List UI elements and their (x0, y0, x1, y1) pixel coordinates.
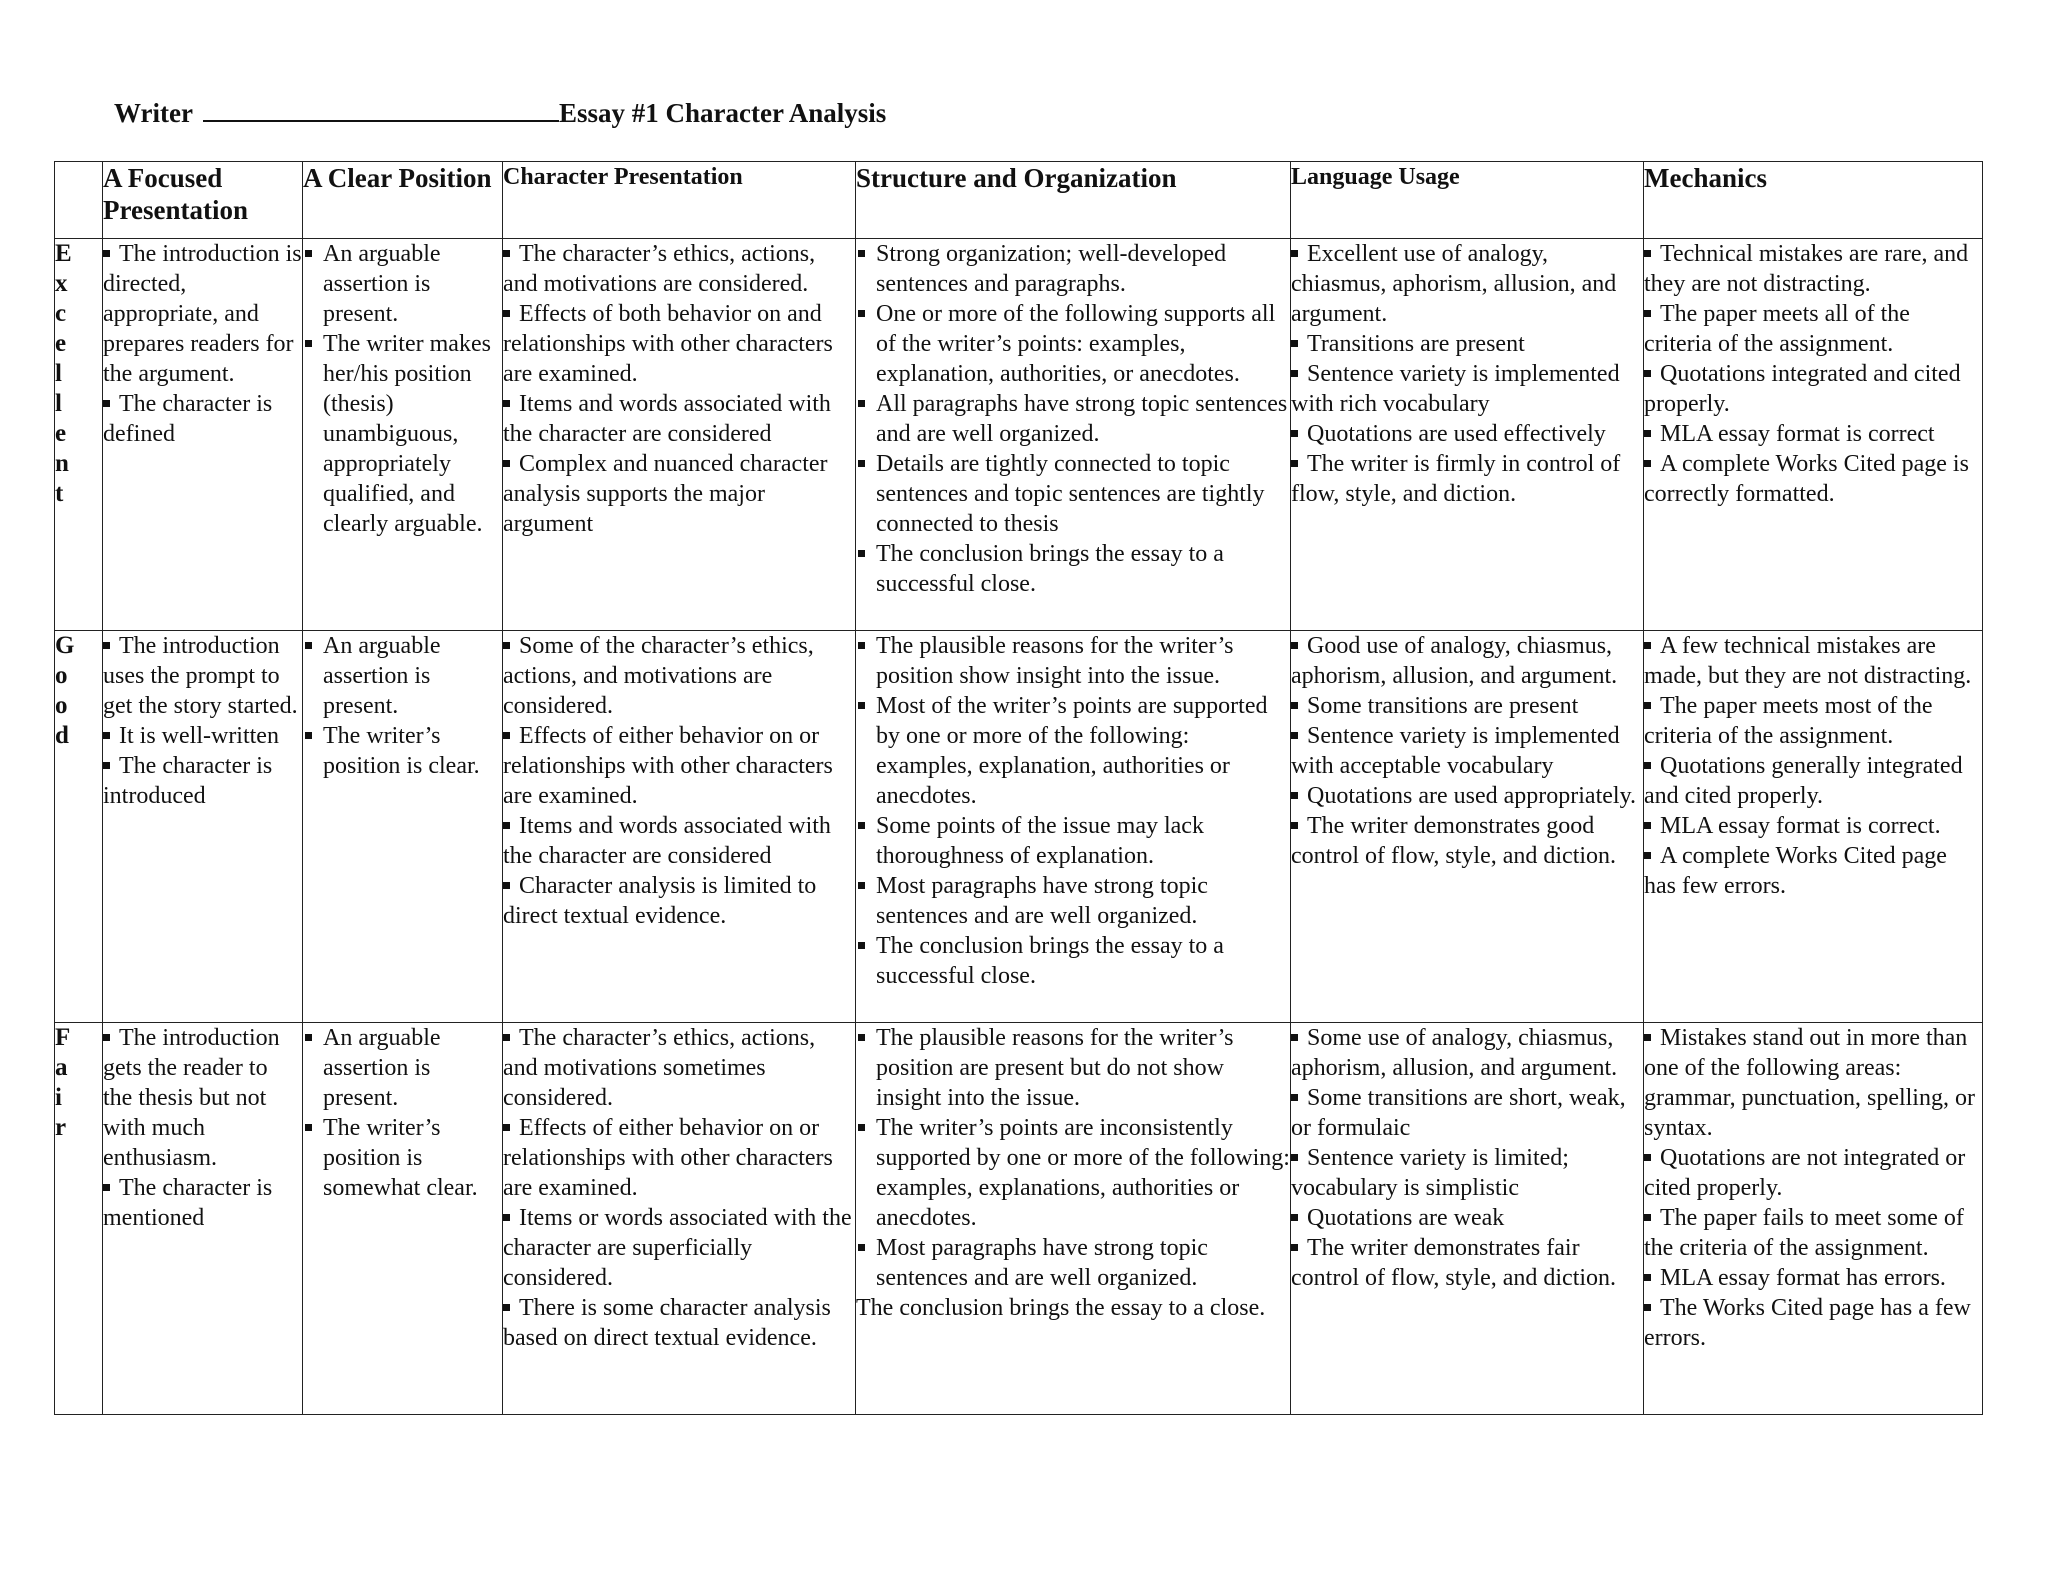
criteria-item (1644, 1143, 1982, 1203)
criteria-text: Items and words associated with the character are considered (503, 391, 831, 447)
criteria-item (1291, 1083, 1643, 1143)
criteria-text: The character is mentioned (103, 1175, 273, 1231)
criteria-text: A complete Works Cited page has few errors. (1644, 843, 1947, 899)
criteria-text: The writer makes her/his position (thesis) unambiguous, appropriately qualified, and clearly arguable. (323, 331, 491, 537)
bullet-icon (305, 642, 312, 649)
criteria-item (856, 1233, 1290, 1293)
criteria-text: Items and words associated with the character are considered (503, 813, 831, 869)
criteria-item (1291, 781, 1643, 811)
rating-letter: F (55, 1024, 71, 1051)
criteria-list (503, 631, 855, 931)
rubric-cell (503, 631, 856, 1023)
criteria-item (856, 1293, 1290, 1323)
column-header: Character Presentation (503, 162, 856, 239)
criteria-item (1291, 721, 1643, 781)
criteria-text: All paragraphs have strong topic sentences and are well organized. (876, 391, 1288, 447)
rating-letter: n (55, 450, 69, 477)
criteria-text: The writer’s position is clear. (323, 723, 480, 779)
rubric-cell (303, 1023, 503, 1415)
criteria-text: An arguable assertion is present. (323, 241, 441, 327)
criteria-item (503, 1023, 855, 1113)
criteria-item (1644, 359, 1982, 419)
bullet-icon (1291, 430, 1298, 437)
bullet-icon (858, 882, 865, 889)
bullet-icon (1644, 1214, 1651, 1221)
criteria-text: The conclusion brings the essay to a successful close. (876, 541, 1224, 597)
criteria-item (856, 1113, 1290, 1233)
essay-title: Essay #1 Character Analysis (558, 98, 887, 128)
rubric-cell (1644, 1023, 1983, 1415)
criteria-item (1644, 1203, 1982, 1263)
criteria-text: Quotations generally integrated and cited properly. (1644, 753, 1963, 809)
column-header: Language Usage (1291, 162, 1644, 239)
bullet-icon (1291, 1094, 1298, 1101)
criteria-list (103, 631, 302, 811)
bullet-icon (103, 762, 110, 769)
criteria-text: Most paragraphs have strong topic sentences and are well organized. (876, 873, 1208, 929)
bullet-icon (1291, 340, 1298, 347)
criteria-text: Items or words associated with the character are superficially considered. (503, 1205, 852, 1291)
rubric-cell (856, 631, 1291, 1023)
criteria-item (1291, 1203, 1643, 1233)
rubric-cell (103, 239, 303, 631)
bullet-icon (503, 1214, 510, 1221)
criteria-item (1644, 1023, 1982, 1143)
criteria-text: It is well-written (119, 723, 279, 749)
rating-letter: e (55, 420, 67, 447)
criteria-text: The writer’s points are inconsistently supported by one or more of the following: examples, explanations, authorities or anecdotes. (876, 1115, 1290, 1231)
criteria-item (303, 721, 502, 781)
bullet-icon (103, 400, 110, 407)
bullet-icon (1644, 250, 1651, 257)
header-row (55, 162, 1983, 239)
criteria-item (503, 721, 855, 811)
criteria-text: Some of the character’s ethics, actions, and motivations are considered. (503, 633, 814, 719)
criteria-text: Quotations integrated and cited properly. (1644, 361, 1961, 417)
bullet-icon (103, 1034, 110, 1041)
criteria-list (503, 1023, 855, 1353)
criteria-text: Technical mistakes are rare, and they are not distracting. (1644, 241, 1969, 297)
criteria-item (1644, 1263, 1982, 1293)
rubric-cell (1291, 239, 1644, 631)
bullet-icon (503, 822, 510, 829)
criteria-item (303, 631, 502, 721)
writer-name-line[interactable] (203, 94, 559, 122)
rating-label (55, 239, 103, 631)
rubric-row-good (55, 631, 1983, 1023)
criteria-text: Excellent use of analogy, chiasmus, aphorism, allusion, and argument. (1291, 241, 1617, 327)
criteria-text: The writer’s position is somewhat clear. (323, 1115, 478, 1201)
rubric-cell (303, 239, 503, 631)
rubric-row-fair (55, 1023, 1983, 1415)
bullet-icon (305, 1034, 312, 1041)
rating-letter: E (55, 240, 72, 267)
bullet-icon (1644, 702, 1651, 709)
criteria-text: The introduction gets the reader to the thesis but not with much enthusiasm. (103, 1025, 280, 1171)
bullet-icon (1644, 1304, 1651, 1311)
criteria-list (1644, 631, 1982, 901)
bullet-icon (1644, 762, 1651, 769)
criteria-text: The conclusion brings the essay to a successful close. (876, 933, 1224, 989)
criteria-item (503, 1293, 855, 1353)
criteria-list (856, 239, 1290, 599)
criteria-item (1291, 631, 1643, 691)
rubric-cell (103, 1023, 303, 1415)
criteria-item (856, 299, 1290, 389)
criteria-list (1291, 631, 1643, 871)
criteria-text: Most paragraphs have strong topic sentences and are well organized. (876, 1235, 1208, 1291)
criteria-text: Some transitions are short, weak, or formulaic (1291, 1085, 1626, 1141)
criteria-item (1291, 1233, 1643, 1293)
criteria-text: Transitions are present (1307, 331, 1525, 357)
writer-label: Writer (114, 98, 193, 128)
rating-letter: l (55, 360, 62, 387)
rating-letter: a (55, 1054, 68, 1081)
criteria-item (1644, 691, 1982, 751)
bullet-icon (858, 400, 865, 407)
criteria-item (503, 239, 855, 299)
rating-letter: i (55, 1084, 62, 1111)
column-header: A Clear Position (303, 162, 503, 239)
bullet-icon (858, 250, 865, 257)
criteria-item (1291, 359, 1643, 419)
bullet-icon (503, 1034, 510, 1041)
criteria-text: Effects of either behavior on or relationships with other characters are examined. (503, 1115, 833, 1201)
bullet-icon (858, 822, 865, 829)
bullet-icon (1291, 1214, 1298, 1221)
rating-letter: e (55, 330, 67, 357)
criteria-item (103, 1023, 302, 1173)
criteria-item (303, 1023, 502, 1113)
bullet-icon (1644, 642, 1651, 649)
criteria-item (1644, 299, 1982, 359)
criteria-text: Some use of analogy, chiasmus, aphorism, allusion, and argument. (1291, 1025, 1618, 1081)
bullet-icon (503, 460, 510, 467)
criteria-list (1291, 239, 1643, 509)
bullet-icon (103, 642, 110, 649)
bullet-icon (1644, 852, 1651, 859)
criteria-item (1291, 691, 1643, 721)
rating-letter: o (55, 692, 68, 719)
criteria-item (303, 329, 502, 539)
rubric-cell (1291, 631, 1644, 1023)
criteria-list (856, 1023, 1290, 1323)
criteria-item (1644, 631, 1982, 691)
criteria-item (503, 811, 855, 871)
bullet-icon (858, 942, 865, 949)
bullet-icon (503, 732, 510, 739)
criteria-item (303, 239, 502, 329)
criteria-list (1644, 1023, 1982, 1353)
criteria-item (1644, 449, 1982, 509)
column-header: Structure and Organization (856, 162, 1291, 239)
criteria-list (303, 239, 502, 539)
bullet-icon (503, 310, 510, 317)
criteria-text: A few technical mistakes are made, but they are not distracting. (1644, 633, 1972, 689)
criteria-item (1644, 751, 1982, 811)
column-header: A Focused Presentation (103, 162, 303, 239)
criteria-text: There is some character analysis based on direct textual evidence. (503, 1295, 831, 1351)
bullet-icon (503, 642, 510, 649)
rating-letter: c (55, 300, 67, 327)
criteria-text: Quotations are weak (1307, 1205, 1505, 1231)
bullet-icon (103, 732, 110, 739)
criteria-text: Most of the writer’s points are supported by one or more of the following: examples, explanation, authorities or anecdotes. (876, 693, 1268, 809)
rubric-cell (1644, 239, 1983, 631)
criteria-text: Sentence variety is implemented with acceptable vocabulary (1291, 723, 1620, 779)
criteria-text: The character’s ethics, actions, and motivations sometimes considered. (503, 1025, 816, 1111)
criteria-item (856, 1023, 1290, 1113)
criteria-item (503, 1203, 855, 1293)
criteria-item (1644, 841, 1982, 901)
criteria-item (856, 239, 1290, 299)
criteria-item (856, 389, 1290, 449)
rubric-row-excellent (55, 239, 1983, 631)
corner-cell (55, 162, 103, 239)
criteria-item (856, 871, 1290, 931)
criteria-text: The writer demonstrates fair control of flow, style, and diction. (1291, 1235, 1617, 1291)
criteria-text: The Works Cited page has a few errors. (1644, 1295, 1971, 1351)
criteria-text: The paper fails to meet some of the criteria of the assignment. (1644, 1205, 1964, 1261)
criteria-text: Quotations are used appropriately. (1307, 783, 1637, 809)
bullet-icon (305, 340, 312, 347)
criteria-item (503, 871, 855, 931)
criteria-item (1291, 1023, 1643, 1083)
criteria-text: Strong organization; well-developed sentences and paragraphs. (876, 241, 1227, 297)
criteria-item (1291, 239, 1643, 329)
criteria-text: Character analysis is limited to direct textual evidence. (503, 873, 817, 929)
bullet-icon (858, 1124, 865, 1131)
criteria-list (1291, 1023, 1643, 1293)
rubric-cell (1644, 631, 1983, 1023)
bullet-icon (858, 1034, 865, 1041)
bullet-icon (305, 250, 312, 257)
criteria-text: Some points of the issue may lack thoroughness of explanation. (876, 813, 1204, 869)
criteria-text: The writer demonstrates good control of flow, style, and diction. (1291, 813, 1617, 869)
criteria-item (856, 931, 1290, 991)
rubric-cell (856, 239, 1291, 631)
rating-letter: l (55, 390, 62, 417)
rubric-table (54, 161, 1983, 1415)
bullet-icon (1291, 822, 1298, 829)
rubric-cell (103, 631, 303, 1023)
criteria-list (1644, 239, 1982, 509)
criteria-text: Effects of both behavior on and relationships with other characters are examined. (503, 301, 833, 387)
criteria-item (103, 389, 302, 449)
criteria-item (1644, 239, 1982, 299)
bullet-icon (1291, 370, 1298, 377)
criteria-text: Quotations are not integrated or cited properly. (1644, 1145, 1966, 1201)
criteria-item (1291, 1143, 1643, 1203)
rating-label (55, 631, 103, 1023)
criteria-text: The plausible reasons for the writer’s position are present but do not show insight into the issue. (876, 1025, 1234, 1111)
criteria-text: Complex and nuanced character analysis supports the major argument (503, 451, 828, 537)
rubric-cell (856, 1023, 1291, 1415)
rating-letter: t (55, 480, 64, 507)
rating-label (55, 1023, 103, 1415)
criteria-item (1644, 419, 1982, 449)
rating-letter: r (55, 1114, 67, 1141)
criteria-text: Sentence variety is limited; vocabulary is simplistic (1291, 1145, 1569, 1201)
bullet-icon (1644, 430, 1651, 437)
bullet-icon (1291, 642, 1298, 649)
bullet-icon (1291, 250, 1298, 257)
criteria-text: The conclusion brings the essay to a close. (856, 1295, 1266, 1321)
criteria-item (503, 1113, 855, 1203)
criteria-item (856, 449, 1290, 539)
criteria-item (1291, 811, 1643, 871)
bullet-icon (1644, 310, 1651, 317)
criteria-item (103, 631, 302, 721)
criteria-item (1291, 329, 1643, 359)
bullet-icon (305, 732, 312, 739)
bullet-icon (858, 1244, 865, 1251)
bullet-icon (1291, 792, 1298, 799)
bullet-icon (1644, 822, 1651, 829)
bullet-icon (503, 250, 510, 257)
rubric-cell (303, 631, 503, 1023)
criteria-text: The writer is firmly in control of flow, style, and diction. (1291, 451, 1621, 507)
criteria-item (503, 631, 855, 721)
column-header: Mechanics (1644, 162, 1983, 239)
criteria-item (103, 721, 302, 751)
bullet-icon (305, 1124, 312, 1131)
rating-letter: o (55, 662, 68, 689)
criteria-text: The paper meets all of the criteria of the assignment. (1644, 301, 1910, 357)
criteria-item (103, 751, 302, 811)
rating-letter: x (55, 270, 68, 297)
bullet-icon (858, 702, 865, 709)
criteria-item (503, 299, 855, 389)
bullet-icon (1644, 1034, 1651, 1041)
criteria-item (1644, 811, 1982, 841)
bullet-icon (503, 882, 510, 889)
bullet-icon (503, 1124, 510, 1131)
bullet-icon (503, 1304, 510, 1311)
criteria-item (303, 1113, 502, 1203)
criteria-list (303, 631, 502, 781)
bullet-icon (858, 550, 865, 557)
criteria-list (303, 1023, 502, 1203)
bullet-icon (858, 310, 865, 317)
criteria-item (1291, 449, 1643, 509)
rating-letter: G (55, 632, 75, 659)
criteria-item (856, 539, 1290, 599)
criteria-text: The introduction is directed, appropriate, and prepares readers for the argument. (103, 241, 302, 387)
rating-letter: d (55, 722, 69, 749)
criteria-text: Details are tightly connected to topic sentences and topic sentences are tightly connected to thesis (876, 451, 1265, 537)
bullet-icon (103, 250, 110, 257)
criteria-item (1291, 419, 1643, 449)
bullet-icon (1291, 1154, 1298, 1161)
page-header (114, 94, 886, 129)
criteria-item (856, 811, 1290, 871)
rubric-cell (1291, 1023, 1644, 1415)
bullet-icon (1291, 1034, 1298, 1041)
criteria-text: The paper meets most of the criteria of the assignment. (1644, 693, 1933, 749)
criteria-text: The character’s ethics, actions, and motivations are considered. (503, 241, 816, 297)
criteria-item (103, 239, 302, 389)
criteria-item (856, 631, 1290, 691)
criteria-item (1644, 1293, 1982, 1353)
bullet-icon (858, 642, 865, 649)
bullet-icon (1291, 460, 1298, 467)
criteria-text: One or more of the following supports all of the writer’s points: examples, explanation, authorities, or anecdotes. (876, 301, 1276, 387)
criteria-item (503, 449, 855, 539)
criteria-text: MLA essay format has errors. (1660, 1265, 1946, 1291)
bullet-icon (1291, 702, 1298, 709)
criteria-item (856, 691, 1290, 811)
bullet-icon (858, 460, 865, 467)
rubric-cell (503, 239, 856, 631)
criteria-list (103, 239, 302, 449)
criteria-text: The plausible reasons for the writer’s position show insight into the issue. (876, 633, 1234, 689)
rubric-cell (503, 1023, 856, 1415)
criteria-text: Some transitions are present (1307, 693, 1579, 719)
criteria-text: The character is introduced (103, 753, 273, 809)
criteria-list (103, 1023, 302, 1233)
bullet-icon (1644, 370, 1651, 377)
criteria-text: MLA essay format is correct (1660, 421, 1935, 447)
bullet-icon (1291, 732, 1298, 739)
criteria-text: Quotations are used effectively (1307, 421, 1606, 447)
bullet-icon (1644, 460, 1651, 467)
bullet-icon (1291, 1244, 1298, 1251)
criteria-text: A complete Works Cited page is correctly formatted. (1644, 451, 1969, 507)
criteria-text: The introduction uses the prompt to get the story started. (103, 633, 298, 719)
criteria-text: An arguable assertion is present. (323, 1025, 441, 1111)
bullet-icon (103, 1184, 110, 1191)
criteria-list (503, 239, 855, 539)
bullet-icon (503, 400, 510, 407)
criteria-text: An arguable assertion is present. (323, 633, 441, 719)
criteria-text: MLA essay format is correct. (1660, 813, 1941, 839)
bullet-icon (1644, 1274, 1651, 1281)
criteria-text: Mistakes stand out in more than one of the following areas: grammar, punctuation, spelling, or syntax. (1644, 1025, 1975, 1141)
criteria-text: Sentence variety is implemented with rich vocabulary (1291, 361, 1620, 417)
criteria-item (503, 389, 855, 449)
bullet-icon (1644, 1154, 1651, 1161)
criteria-text: Good use of analogy, chiasmus, aphorism, allusion, and argument. (1291, 633, 1618, 689)
criteria-text: Effects of either behavior on or relationships with other characters are examined. (503, 723, 833, 809)
criteria-list (856, 631, 1290, 991)
criteria-item (103, 1173, 302, 1233)
criteria-text: The character is defined (103, 391, 273, 447)
